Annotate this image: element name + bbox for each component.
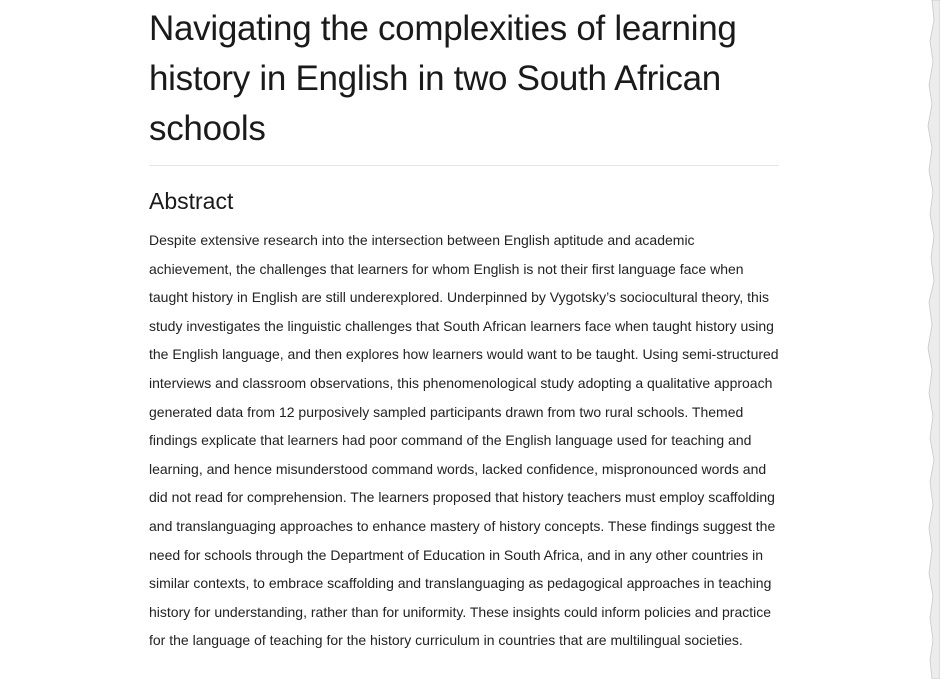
article-title: Navigating the complexities of learning history in English in two South African schools: [149, 9, 737, 148]
article: [149, 0, 779, 655]
abstract-heading: Abstract: [149, 188, 234, 214]
torn-edge-decoration: [926, 0, 940, 679]
title-divider: [149, 165, 779, 166]
abstract-text: Despite extensive research into the intersection between English aptitude and academic achievement, the challenges that learners for whom English is not their first language face when taught history in English are still underexplored. Underpinned by Vygotsky’s sociocultural theory, this study investigates the linguistic challenges that South African learners face when taught history using the English language, and then explores how learners would want to be taught. Using semi-structured interviews and classroom observations, this phenomenological study adopting a qualitative approach generated data from 12 purposively sampled participants drawn from two rural schools. Themed findings explicate that learners had poor command of the English language used for teaching and learning, and hence misunderstood command words, lacked confidence, mispronounced words and did not read for comprehension. The learners proposed that history teachers must employ scaffolding and translanguaging approaches to enhance mastery of history concepts. These findings suggest the need for schools through the Department of Education in South Africa, and in any other countries in similar contexts, to embrace scaffolding and translanguaging as pedagogical approaches in teaching history for understanding, rather than for uniformity. These insights could inform policies and practice for the language of teaching for the history curriculum in countries that are multilingual societies.: [149, 232, 779, 649]
